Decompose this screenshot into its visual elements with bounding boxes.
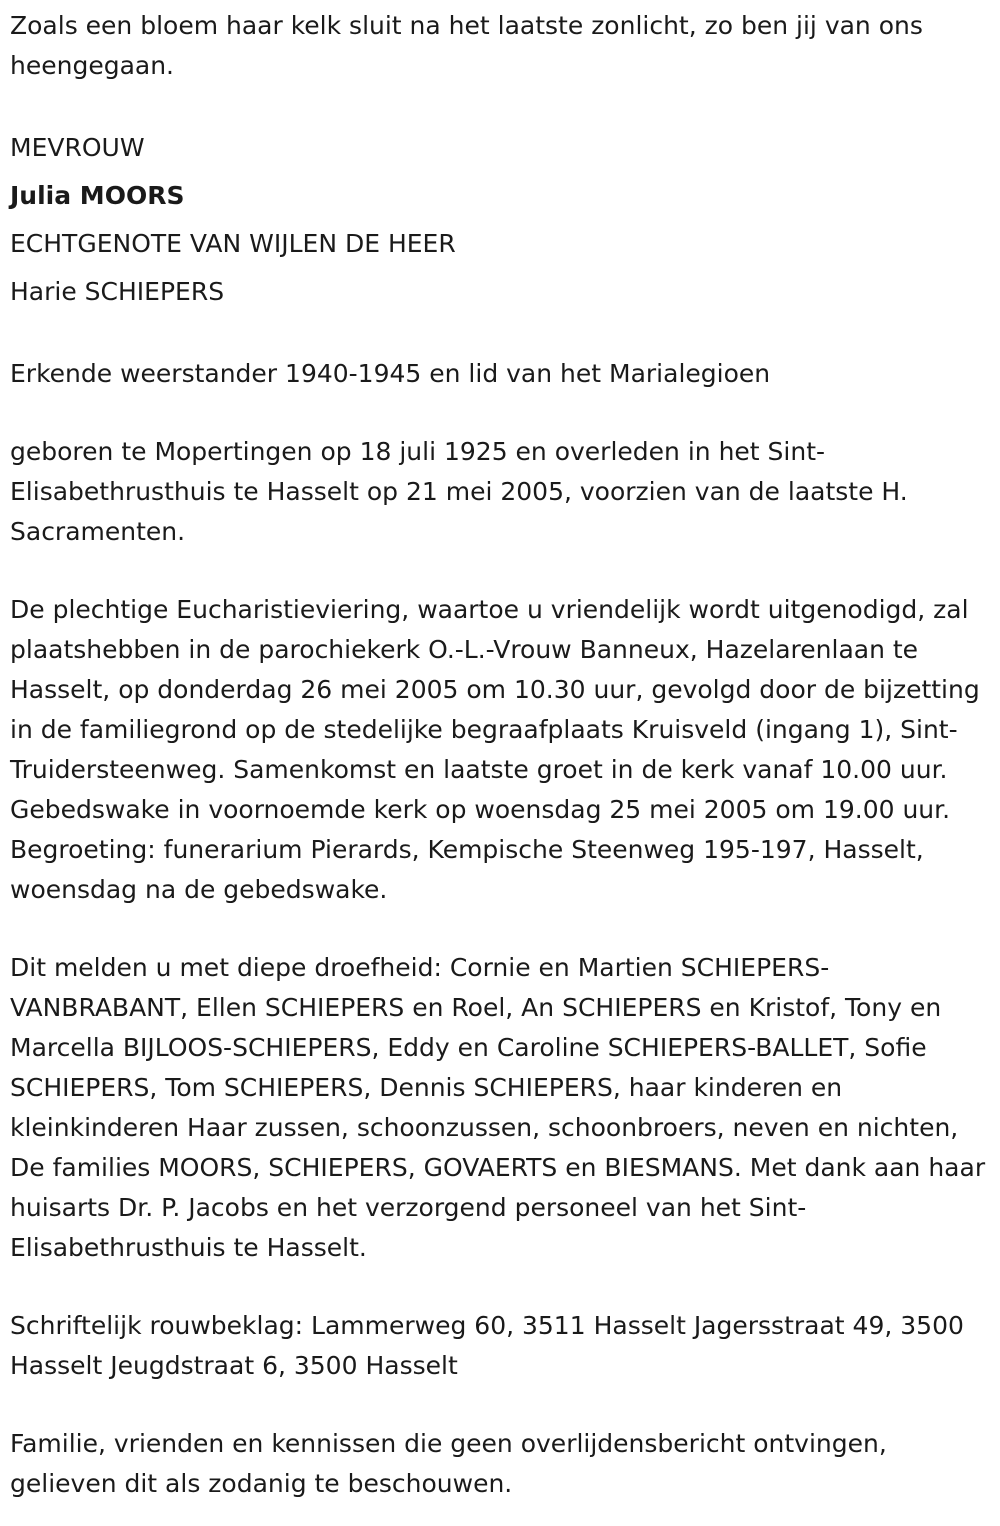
spouse-line: ECHTGENOTE VAN WIJLEN DE HEER	[10, 229, 456, 258]
opening-quote: Zoals een bloem haar kelk sluit na het laatste zonlicht, zo ben jij van ons heengegaan.	[10, 11, 923, 80]
spacer	[10, 394, 990, 432]
deceased-name: Julia MOORS	[10, 181, 185, 210]
salutation: MEVROUW	[10, 133, 145, 162]
condolences-paragraph: Schriftelijk rouwbeklag: Lammerweg 60, 3511 Hasselt Jagersstraat 49, 3500 Hasselt Jeugdstraat 6, 3500 Hasselt	[10, 1311, 964, 1380]
spacer	[10, 910, 990, 948]
spacer	[10, 552, 990, 590]
ceremony-paragraph: De plechtige Eucharistieviering, waartoe u vriendelijk wordt uitgenodigd, zal plaatshebben in de parochiekerk O.-L.-Vrouw Banneux, Hazelarenlaan te Hasselt, op donderdag 26 mei 2005 om 10.30 uur, gevolgd door de bijzetting in de familiegrond op de stedelijke begraafplaats Kruisveld (ingang 1), Sint-Truidersteenweg. Samenkomst en laatste groet in de kerk vanaf 10.00 uur. Gebedswake in voornoemde kerk op woensdag 25 mei 2005 om 19.00 uur. Begroeting: funerarium Pierards, Kempische Steenweg 195-197, Hasselt, woensdag na de gebedswake.	[10, 595, 980, 904]
spacer	[10, 86, 990, 124]
spacer	[10, 316, 990, 354]
family-paragraph: Dit melden u met diepe droefheid: Cornie en Martien SCHIEPERS-VANBRABANT, Ellen SCHIEPERS en Roel, An SCHIEPERS en Kristof, Tony en Marcella BIJLOOS-SCHIEPERS, Eddy en Caroline SCHIEPERS-BALLET, Sofie SCHIEPERS, Tom SCHIEPERS, Dennis SCHIEPERS, haar kinderen en kleinkinderen Haar zussen, schoonzussen, schoonbroers, neven en nichten, De families MOORS, SCHIEPERS, GOVAERTS en BIESMANS. Met dank aan haar huisarts Dr. P. Jacobs en het verzorgend personeel van het Sint-Elisabethrusthuis te Hasselt.	[10, 953, 986, 1262]
closing-paragraph: Familie, vrienden en kennissen die geen overlijdensbericht ontvingen, gelieven dit als zodanig te beschouwen.	[10, 1429, 887, 1498]
spacer	[10, 1268, 990, 1306]
spacer	[10, 1386, 990, 1424]
spouse-name: Harie SCHIEPERS	[10, 277, 225, 306]
honors-line: Erkende weerstander 1940-1945 en lid van het Marialegioen	[10, 359, 771, 388]
birth-death-paragraph: geboren te Mopertingen op 18 juli 1925 en overleden in het Sint-Elisabethrusthuis te Hasselt op 21 mei 2005, voorzien van de laatste H. Sacramenten.	[10, 437, 908, 546]
